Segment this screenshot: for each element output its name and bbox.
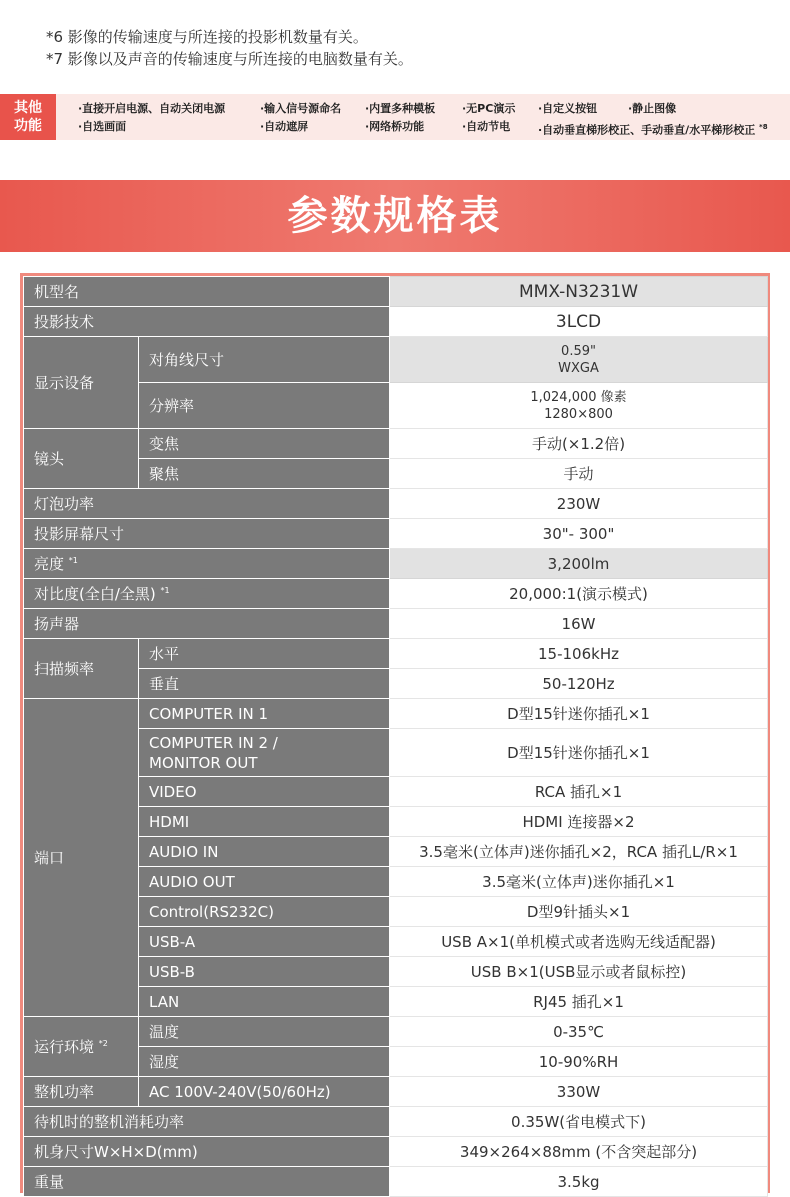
table-row (24, 429, 768, 459)
port-name: HDMI (139, 807, 390, 837)
humid-label: 湿度 (139, 1047, 390, 1077)
port-value: HDMI 连接器×2 (390, 807, 768, 837)
v-value: 50-120Hz (390, 669, 768, 699)
h-label: 水平 (139, 639, 390, 669)
spec-table (23, 276, 768, 1197)
v-label: 垂直 (139, 669, 390, 699)
port-value: D型15针迷你插孔×1 (390, 729, 768, 777)
humid-value: 10-90%RH (390, 1047, 768, 1077)
feature-item: ·自选画面 (78, 120, 127, 133)
table-row (24, 609, 768, 639)
feature-item: ·无PC演示 (462, 102, 516, 115)
standby-value: 0.35W(省电模式下) (390, 1107, 768, 1137)
table-row (24, 307, 768, 337)
table-row (24, 1077, 768, 1107)
spec-table-banner: 参数规格表 (0, 180, 790, 252)
table-row (24, 489, 768, 519)
diag-value: 0.59" WXGA (390, 337, 768, 383)
speaker-value: 16W (390, 609, 768, 639)
port-name: Control(RS232C) (139, 897, 390, 927)
feature-item: ·自动节电 (462, 120, 511, 133)
port-name: COMPUTER IN 2 / MONITOR OUT (139, 729, 390, 777)
port-value: RCA 插孔×1 (390, 777, 768, 807)
port-name: LAN (139, 987, 390, 1017)
ports-label: 端口 (24, 699, 139, 1017)
feature-item: ·静止图像 (628, 102, 677, 115)
res-label: 分辨率 (139, 383, 390, 429)
port-value: D型9针插头×1 (390, 897, 768, 927)
tech-label: 投影技术 (24, 307, 390, 337)
table-row (24, 579, 768, 609)
h-value: 15-106kHz (390, 639, 768, 669)
table-row (24, 1107, 768, 1137)
feature-item: ·网络桥功能 (365, 120, 425, 133)
screen-label: 投影屏幕尺寸 (24, 519, 390, 549)
zoom-label: 变焦 (139, 429, 390, 459)
scan-label: 扫描频率 (24, 639, 139, 699)
port-value: USB A×1(单机模式或者选购无线适配器) (390, 927, 768, 957)
port-name: VIDEO (139, 777, 390, 807)
table-row (24, 1017, 768, 1047)
focus-label: 聚焦 (139, 459, 390, 489)
feature-item: ·自动遮屏 (260, 120, 309, 133)
display-label: 显示设备 (24, 337, 139, 429)
footnotes (46, 26, 413, 70)
weight-label: 重量 (24, 1167, 390, 1197)
power-label: 整机功率 (24, 1077, 139, 1107)
port-name: USB-A (139, 927, 390, 957)
port-value: USB B×1(USB显示或者鼠标控) (390, 957, 768, 987)
footnote-7: *7 影像以及声音的传输速度与所连接的电脑数量有关。 (46, 50, 413, 68)
lamp-label: 灯泡功率 (24, 489, 390, 519)
speaker-label: 扬声器 (24, 609, 390, 639)
lamp-value: 230W (390, 489, 768, 519)
contrast-value: 20,000:1(演示模式) (390, 579, 768, 609)
power-value: 330W (390, 1077, 768, 1107)
table-row (24, 337, 768, 383)
size-label: 机身尺寸W×H×D(mm) (24, 1137, 390, 1167)
table-row (24, 277, 768, 307)
other-functions-bar (0, 94, 790, 140)
env-label: 运行环境 $^{*2}$ (24, 1017, 139, 1077)
port-value: 3.5毫米(立体声)迷你插孔×1 (390, 867, 768, 897)
model-label: 机型名 (24, 277, 390, 307)
temp-label: 温度 (139, 1017, 390, 1047)
footnote-6: *6 影像的传输速度与所连接的投影机数量有关。 (46, 28, 368, 46)
spec-table-container (20, 273, 770, 1193)
feature-item: ·自动垂直梯形校正、手动垂直/水平梯形校正 $^{*8}$ (538, 123, 768, 137)
tech-value: 3LCD (390, 307, 768, 337)
table-row (24, 1137, 768, 1167)
size-value: 349×264×88mm (不含突起部分) (390, 1137, 768, 1167)
other-functions-label: 其他 功能 (0, 94, 56, 140)
contrast-label: 对比度(全白/全黑) $^{*1}$ (24, 579, 390, 609)
port-name: AUDIO IN (139, 837, 390, 867)
port-value: 3.5毫米(立体声)迷你插孔×2，RCA 插孔L/R×1 (390, 837, 768, 867)
weight-value: 3.5kg (390, 1167, 768, 1197)
port-name: AUDIO OUT (139, 867, 390, 897)
port-name: COMPUTER IN 1 (139, 699, 390, 729)
port-value: RJ45 插孔×1 (390, 987, 768, 1017)
lens-label: 镜头 (24, 429, 139, 489)
port-value: D型15针迷你插孔×1 (390, 699, 768, 729)
table-row (24, 639, 768, 669)
table-row (24, 1167, 768, 1197)
feature-item: ·自定义按钮 (538, 102, 598, 115)
zoom-value: 手动(×1.2倍) (390, 429, 768, 459)
standby-label: 待机时的整机消耗功率 (24, 1107, 390, 1137)
brightness-label: 亮度 $^{*1}$ (24, 549, 390, 579)
res-value: 1,024,000 像素 1280×800 (390, 383, 768, 429)
brightness-value: 3,200lm (390, 549, 768, 579)
screen-value: 30"- 300" (390, 519, 768, 549)
model-value: MMX-N3231W (390, 277, 768, 307)
table-row (24, 699, 768, 729)
feature-item: ·输入信号源命名 (260, 102, 342, 115)
power-sub: AC 100V-240V(50/60Hz) (139, 1077, 390, 1107)
table-row (24, 549, 768, 579)
table-row (24, 519, 768, 549)
diag-label: 对角线尺寸 (139, 337, 390, 383)
focus-value: 手动 (390, 459, 768, 489)
feature-item: ·内置多种模板 (365, 102, 436, 115)
temp-value: 0-35℃ (390, 1017, 768, 1047)
feature-item: ·直接开启电源、自动关闭电源 (78, 102, 226, 115)
port-name: USB-B (139, 957, 390, 987)
